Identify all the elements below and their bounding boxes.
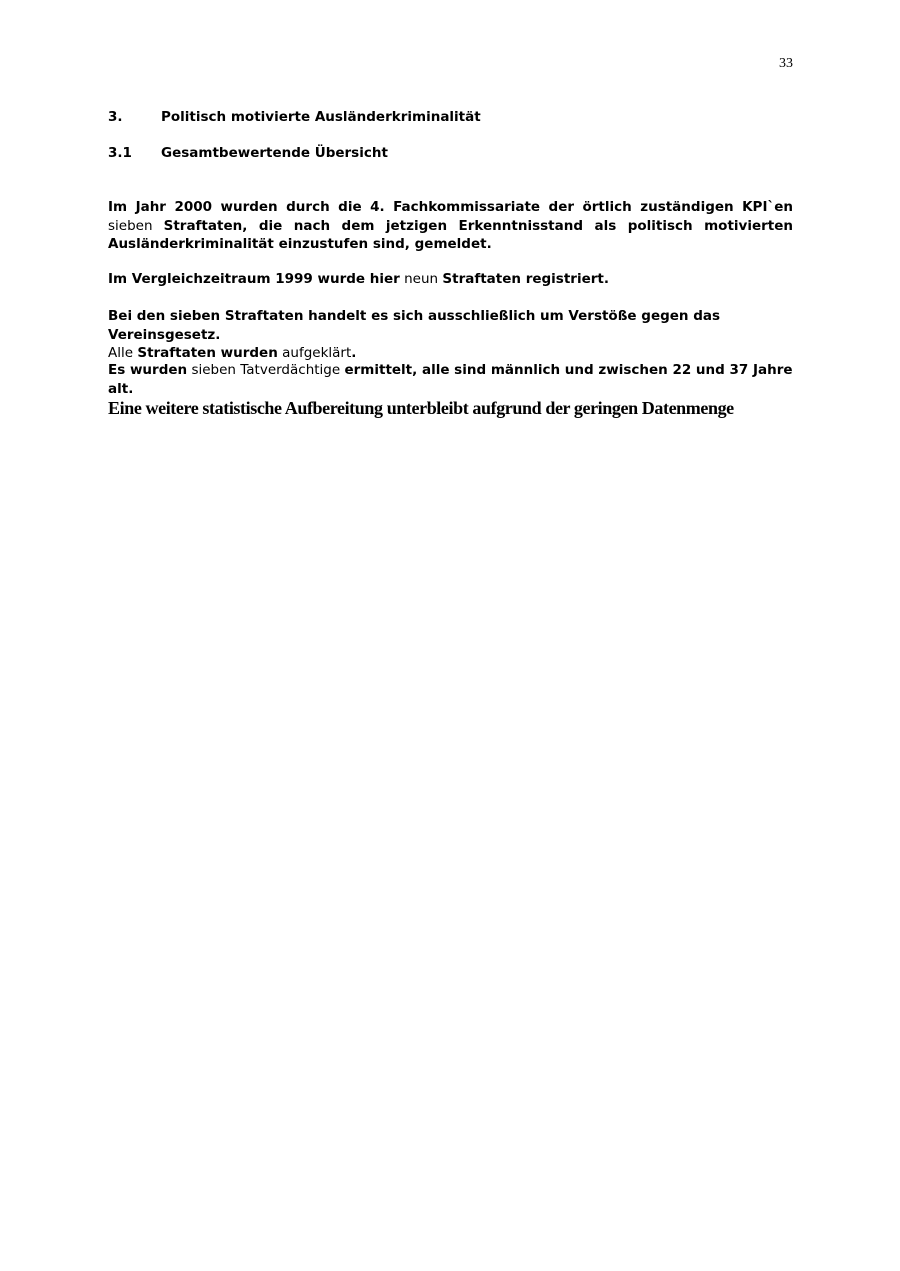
- page-number: 33: [779, 56, 793, 71]
- paragraph-text: sieben: [108, 217, 153, 234]
- section-title: Politisch motivierte Ausländerkriminalität: [161, 109, 481, 125]
- paragraph-suspects: [108, 361, 793, 398]
- paragraph-text: ermittelt, alle sind männlich und zwischen 22 und 37 Jahre alt.: [108, 362, 793, 397]
- paragraph-association-law: [108, 307, 793, 363]
- paragraph-text: Es wurden: [108, 362, 188, 378]
- section-heading: [108, 108, 808, 126]
- subsection-heading: [108, 144, 808, 162]
- paragraph-text: Alle: [108, 345, 134, 361]
- paragraph-text: .: [351, 345, 357, 361]
- section-number: 3.: [108, 109, 123, 125]
- paragraph-text: aufgeklärt: [282, 345, 352, 361]
- paragraph-text: Straftaten wurden: [137, 345, 278, 361]
- paragraph-text: Im Jahr 2000 wurden durch die 4. Fachkommissariate der örtlich zuständigen KPI`en: [108, 199, 793, 215]
- paragraph-comparison-1999: [108, 270, 793, 289]
- paragraph-text: Im Vergleichzeitraum 1999 wurde hier: [108, 271, 400, 287]
- subsection-number: 3.1: [108, 145, 132, 161]
- paragraph-text: Bei den sieben Straftaten handelt es sich ausschließlich um Verstöße gegen das Vereinsgesetz.: [108, 308, 721, 343]
- paragraph-text: neun: [404, 271, 439, 287]
- paragraph-offences-2000: [108, 198, 793, 254]
- subsection-title: Gesamtbewertende Übersicht: [161, 145, 388, 161]
- paragraph-text: Straftaten registriert.: [442, 271, 609, 287]
- paragraph-text: Straftaten, die nach dem jetzigen Erkenntnisstand als politisch motivierten Ausländerkriminalität einzustufen sind, gemeldet.: [108, 217, 794, 252]
- paragraph-text: sieben Tatverdächtige: [191, 362, 341, 378]
- conclusion-statement: Eine weitere statistische Aufbereitung unterbleibt aufgrund der geringen Datenmenge: [108, 398, 734, 418]
